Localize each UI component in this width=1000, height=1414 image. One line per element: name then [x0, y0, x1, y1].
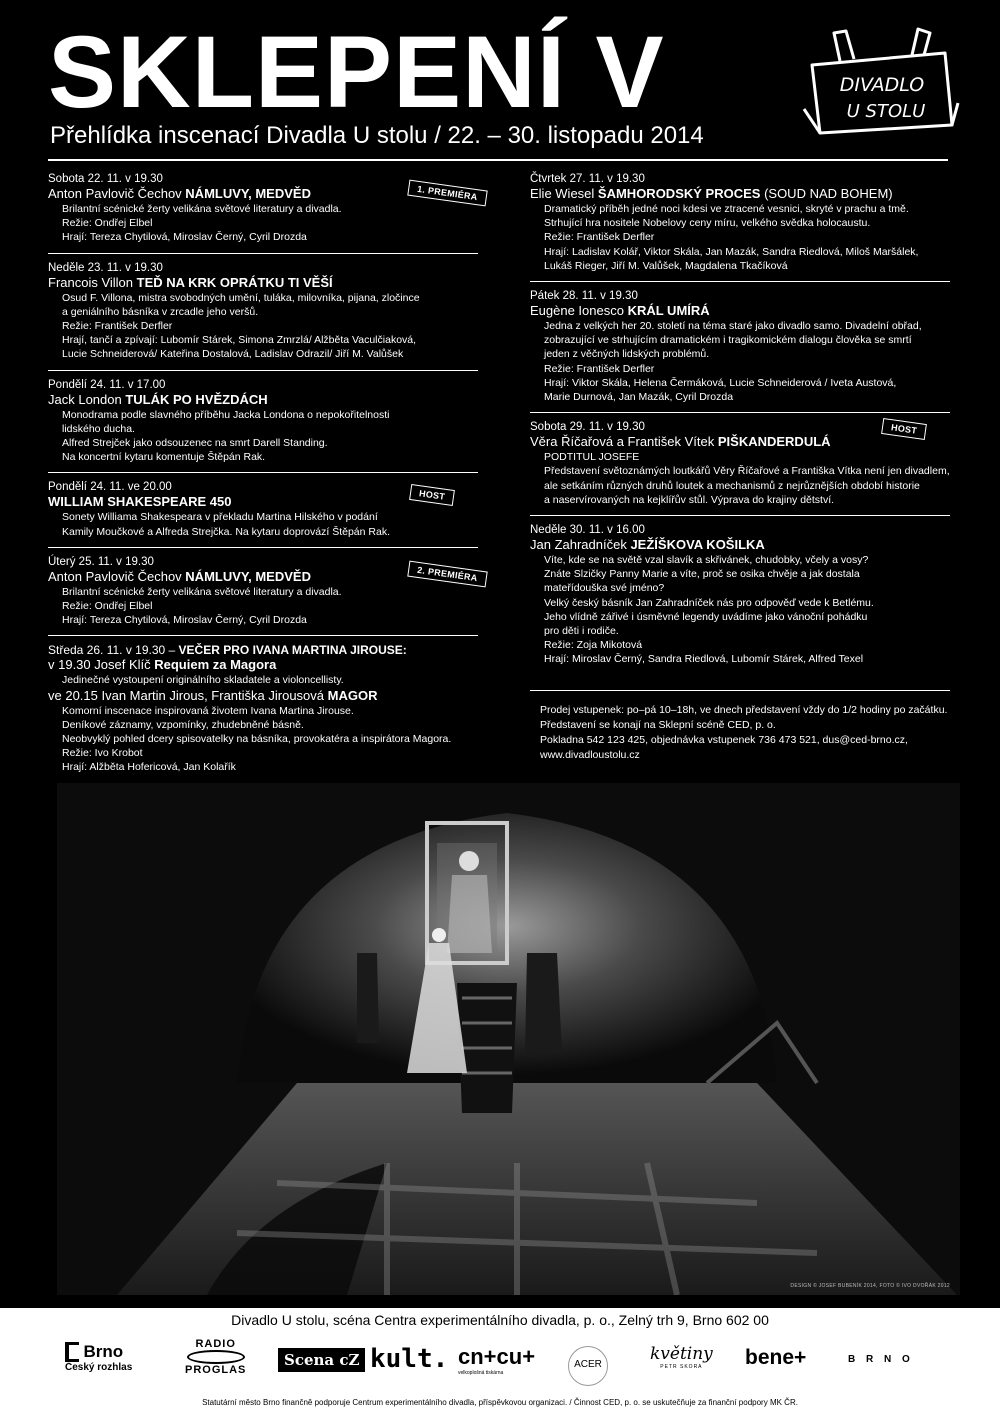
event-wednesday — [48, 636, 478, 782]
event-line: Na koncertní kytaru komentuje Štěpán Rak. — [62, 451, 266, 464]
event-line: Brilantní scénické žerty velikána světové literatury a divadla. — [62, 585, 342, 598]
event-date: Čtvrtek 27. 11. v 19.30 — [530, 173, 645, 185]
poster-subtitle: Přehlídka inscenací Divadla U stolu / 22. – 30. listopadu 2014 — [50, 122, 704, 149]
cro-mark-icon — [65, 1342, 79, 1362]
event-0 — [48, 165, 478, 254]
event-head: Věra Říčařová a František Vítek PIŠKANDERDULÁ — [530, 434, 831, 450]
info-line: www.divadloustolu.cz — [540, 749, 640, 761]
event-line: mateřídouška své jméno? — [544, 582, 665, 595]
bene-logo: bene+ — [745, 1346, 807, 1369]
event-line: Lukáš Rieger, Jiří M. Valůšek, Magdalena Tkačíková — [544, 259, 788, 272]
event-line: Víte, kde se na světě vzal slavík a skřivánek, chudobky, včely a vosy? — [544, 554, 869, 567]
event-head: Elie Wiesel ŠAMHORODSKÝ PROCES (SOUD NAD BOHEM) — [530, 186, 893, 201]
event-line: Marie Durnová, Jan Mazák, Cyril Drozda — [544, 391, 734, 404]
sponsor-logos — [60, 1338, 940, 1392]
event-date: Středa 26. 11. v 19.30 – VEČER PRO IVANA MARTINA JIROUSE: — [48, 643, 407, 658]
brno-logo: B R N O — [848, 1354, 914, 1365]
host-badge: HOST — [409, 484, 455, 506]
event-head: Eugène Ionesco KRÁL UMÍRÁ — [530, 303, 710, 319]
footer-legal: Statutární město Brno finančně podporuje Centrum experimentálního divadla, příspěvkovou organizaci. / Činnost CED, p. o. se uskutečňuje za finanční podpory MK ČR. — [202, 1398, 798, 1407]
event-line: Osud F. Villona, mistra svobodných umění, tuláka, milovníka, pijana, zločince — [62, 291, 420, 304]
scena-cz-logo: Scena cZ — [278, 1348, 365, 1372]
event-date: Sobota 29. 11. v 19.30 — [530, 421, 645, 434]
event-line: Sonety Williama Shakespeara v překladu Martina Hilského v podání — [62, 511, 378, 524]
host-badge: HOST — [881, 418, 927, 440]
event-date: Pondělí 24. 11. v 17.00 — [48, 378, 166, 391]
event-date: Pondělí 24. 11. ve 20.00 — [48, 481, 172, 494]
event-6 — [530, 282, 950, 413]
event-date: Neděle 23. 11. v 19.30 — [48, 261, 163, 274]
event-head: ve 20.15 Ivan Martin Jirous, Františka Jirousová MAGOR — [48, 687, 378, 703]
event-date: Pátek 28. 11. v 19.30 — [530, 290, 638, 303]
event-head: WILLIAM SHAKESPEARE 450 — [48, 494, 232, 510]
event-line: Režie: Zoja Mikotová — [544, 639, 643, 652]
event-line: zobrazující ve strhujícím dramatickém i tragikomickém dialogu člověka se smrtí — [544, 334, 912, 347]
event-line: Hrají, tančí a zpívají: Lubomír Stárek, Simona Zmrzlá/ Alžběta Vaculčiaková, — [62, 334, 417, 347]
event-line: Komorní inscenace inspirovaná životem Ivana Martina Jirouse. — [62, 704, 354, 717]
event-line: jeden z věčných lidských problémů. — [544, 348, 710, 361]
event-head: Jan Zahradníček JEŽÍŠKOVA KOŠILKA — [530, 537, 765, 553]
event-line: Alfred Strejček jako odsouzenec na smrt Darell Standing. — [62, 437, 328, 450]
event-line: Brilantní scénické žerty velikána světové literatury a divadla. — [62, 203, 342, 215]
kvetiny-logo: květiny PETR SKORA — [650, 1344, 713, 1370]
fish-icon — [187, 1350, 245, 1364]
divadlo-u-stolu-logo — [800, 25, 960, 140]
event-line: a geniálního básníka v zrcadle jeho veršů. — [62, 305, 259, 318]
event-line: Režie: František Derfler — [62, 320, 173, 333]
event-3 — [48, 473, 478, 547]
photo-credit: DESIGN © JOSEF BUBENÍK 2014, FOTO © IVO DVOŘÁK 2012 — [790, 1283, 950, 1289]
premiere-badge: 1. PREMIÉRA — [407, 180, 487, 207]
event-head: Jack London TULÁK PO HVĚZDÁCH — [48, 391, 268, 407]
acer-logo: ACER — [568, 1346, 608, 1386]
event-1 — [48, 254, 478, 371]
event-line: Dramatický příběh jedné noci kdesi ve ztracené vesnici, skryté v prachu a tmě. — [544, 203, 909, 215]
event-2 — [48, 371, 478, 474]
event-line: Kamily Moučkové a Alfreda Strejčka. Na kytaru doprovází Štěpán Rak. — [62, 525, 390, 538]
event-line: Hrají: Viktor Skála, Helena Čermáková, Lucie Schneiderová / Iveta Austová, — [544, 376, 897, 389]
event-line: Hrají: Tereza Chytilová, Miroslav Černý, Cyril Drozda — [62, 614, 307, 627]
event-line: Představení světoznámých loutkářů Věry Říčařové a Františka Vítka není jen divadlem, — [544, 465, 950, 478]
event-line: pro děti i rodiče. — [544, 625, 619, 638]
event-line: Strhující hra nositele Nobelovy ceny míru, velkého svědka holocaustu. — [544, 217, 871, 230]
cesky-rozhlas-logo: Brno Český rozhlas — [65, 1342, 133, 1373]
event-line: PODTITUL JOSEFE — [544, 451, 640, 464]
event-line: Režie: Ivo Krobot — [62, 747, 143, 760]
event-7 — [530, 413, 950, 516]
event-line: Hrají: Ladislav Kolář, Viktor Skála, Jan Mazák, Sandra Riedlová, Miloš Maršálek, — [544, 245, 919, 258]
event-line: a naservírovaných na kejklířův stůl. Výprava do krajiny dětství. — [544, 493, 835, 506]
event-line: lidského ducha. — [62, 422, 135, 435]
header-rule — [48, 159, 948, 161]
info-line: Prodej vstupenek: po–pá 10–18h, ve dnech představení vždy do 1/2 hodiny po začátku. — [540, 704, 948, 716]
event-date: Neděle 30. 11. v 16.00 — [530, 524, 645, 537]
event-line: Hrají: Miroslav Černý, Sandra Riedlová, Lubomír Stárek, Alfred Texel — [544, 653, 864, 666]
program-left-column — [48, 165, 478, 783]
program-right-column — [530, 165, 950, 675]
event-line: Režie: František Derfler — [544, 231, 655, 244]
premiere-badge: 2. PREMIÉRA — [407, 560, 487, 587]
event-line: Režie: Ondřej Elbel — [62, 600, 153, 613]
event-line: Jedinečné vystoupení originálního skladatele a violoncellisty. — [62, 674, 344, 687]
event-line: ale setkáním různých druhů loutek a mechanismů z nejrůznějších období historie — [544, 479, 920, 492]
event-line: Velký český básník Jan Zahradníček nás pro odpověď vede k Betlému. — [544, 596, 874, 609]
poster-title: SKLEPENÍ V — [48, 15, 665, 129]
event-line: Režie: Ondřej Elbel — [62, 217, 153, 230]
event-head: Anton Pavlovič Čechov NÁMLUVY, MEDVĚD — [48, 186, 311, 201]
stage-photo — [57, 783, 960, 1295]
event-date: Úterý 25. 11. v 19.30 — [48, 555, 154, 568]
ticket-info — [530, 690, 950, 763]
event-line: Jeho vlídně zářivé i úsměvné legendy uvádíme jako vánoční pohádku — [544, 610, 868, 623]
footer — [0, 1308, 1000, 1414]
event-line: Hrají: Alžběta Hofericová, Jan Kolařík — [62, 761, 236, 774]
event-line: Režie: František Derfler — [544, 362, 655, 375]
event-head: Francois Villon TEĎ NA KRK OPRÁTKU TI VĚŠÍ — [48, 274, 333, 290]
logo-line2: U STOLU — [846, 101, 926, 122]
event-line: Monodrama podle slavného příběhu Jacka Londona o nepokořitelnosti — [62, 408, 390, 421]
event-line: Jedna z velkých her 20. století na téma staré jako divadlo samo. Divadelní obřad, — [544, 320, 922, 333]
event-line: Znáte Slzičky Panny Marie a víte, proč se osika chvěje a jak dostala — [544, 568, 860, 581]
event-line: Neobvyklý pohled dcery spisovatelky na básníka, provokatéra a inspirátora Magora. — [62, 733, 452, 746]
logo-line1: DIVADLO — [839, 74, 925, 96]
footer-address: Divadlo U stolu, scéna Centra experimentálního divadla, p. o., Zelný trh 9, Brno 602 00 — [231, 1312, 769, 1328]
kult-logo: kult. — [370, 1344, 449, 1374]
radio-proglas-logo: RADIO PROGLAS — [185, 1338, 247, 1376]
info-line: Představení se konají na Sklepní scéně CED, p. o. — [540, 719, 776, 731]
event-head: Anton Pavlovič Čechov NÁMLUVY, MEDVĚD — [48, 568, 311, 584]
cntcut-logo: cn+cu+ velkoplošná tiskárna — [458, 1344, 536, 1376]
event-5 — [530, 165, 950, 282]
event-line: Lucie Schneiderová/ Kateřina Dostalová, Ladislav Odrazil/ Jiří M. Valůšek — [62, 348, 404, 361]
event-4 — [48, 548, 478, 637]
info-line: Pokladna 542 123 425, objednávka vstupenek 736 473 521, dus@ced-brno.cz, — [540, 734, 908, 746]
event-date: Sobota 22. 11. v 19.30 — [48, 173, 163, 185]
event-line: Deníkové záznamy, vzpomínky, zhudebněné básně. — [62, 718, 304, 731]
event-head: v 19.30 Josef Klíč Requiem za Magora — [48, 657, 277, 673]
event-8 — [530, 516, 950, 675]
event-line: Hrají: Tereza Chytilová, Miroslav Černý, Cyril Drozda — [62, 231, 307, 244]
